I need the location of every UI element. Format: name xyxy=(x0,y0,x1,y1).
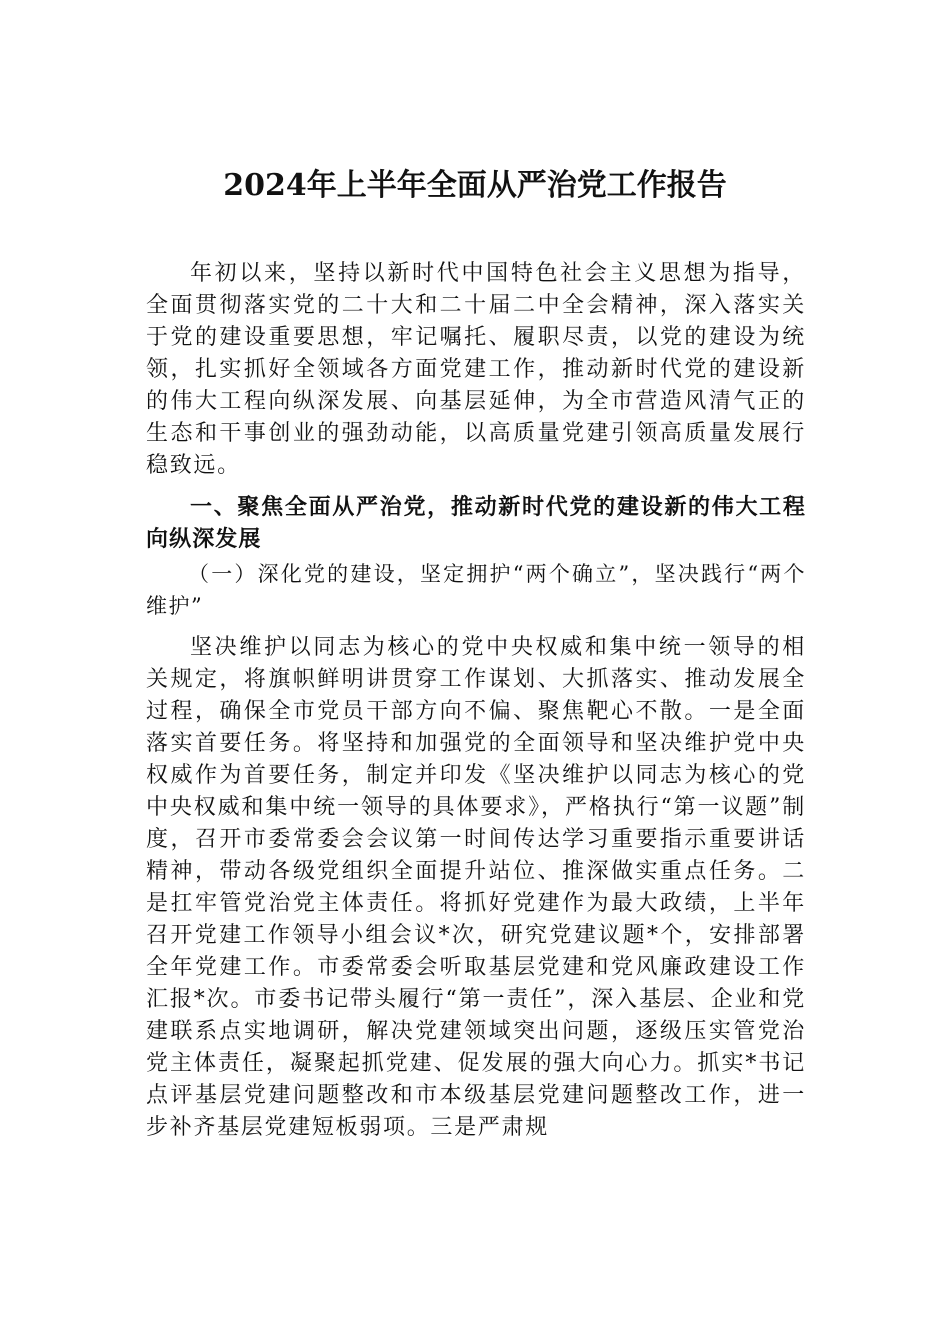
document-title: 2024年上半年全面从严治党工作报告 xyxy=(223,168,727,203)
subsection-heading-1: （一）深化党的建设，坚定拥护“两个确立”，坚决践行“两个维护” xyxy=(146,562,806,618)
section-heading-1: 一、聚焦全面从严治党，推动新时代党的建设新的伟大工程向纵深发展 xyxy=(146,495,806,552)
intro-paragraph: 年初以来，坚持以新时代中国特色社会主义思想为指导，全面贯彻落实党的二十大和二十届二中全会精神，深入落实关于党的建设重要思想，牢记嘱托、履职尽责，以党的建设为统领，扎实抓好全领域各方面党建工作，推动新时代党的建设新的伟大工程向纵深发展、向基层延伸，为全市营造风清气正的生态和干事创业的强劲动能，以高质量党建引领高质量发展行稳致远。 xyxy=(146,261,806,478)
document-body xyxy=(146,258,806,1144)
body-paragraph: 坚决维护以同志为核心的党中央权威和集中统一领导的相关规定，将旗帜鲜明讲贯穿工作谋划、大抓落实、推动发展全过程，确保全市党员干部方向不偏、聚焦靶心不散。一是全面落实首要任务。将坚持和加强党的全面领导和坚决维护党中央权威作为首要任务，制定并印发《坚决维护以同志为核心的党中央权威和集中统一领导的具体要求》，严格执行“第一议题”制度，召开市委常委会会议第一时间传达学习重要指示重要讲话精神，带动各级党组织全面提升站位、推深做实重点任务。二是扛牢管党治党主体责任。将抓好党建作为最大政绩，上半年召开党建工作领导小组会议*次，研究党建议题*个，安排部署全年党建工作。市委常委会听取基层党建和党风廉政建设工作汇报*次。市委书记带头履行“第一责任”，深入基层、企业和党建联系点实地调研，解决党建领域突出问题，逐级压实管党治党主体责任，凝聚起抓党建、促发展的强大向心力。抓实*书记点评基层党建问题整改和市本级基层党建问题整改工作，进一步补齐基层党建短板弱项。三是严肃规 xyxy=(146,635,806,1140)
